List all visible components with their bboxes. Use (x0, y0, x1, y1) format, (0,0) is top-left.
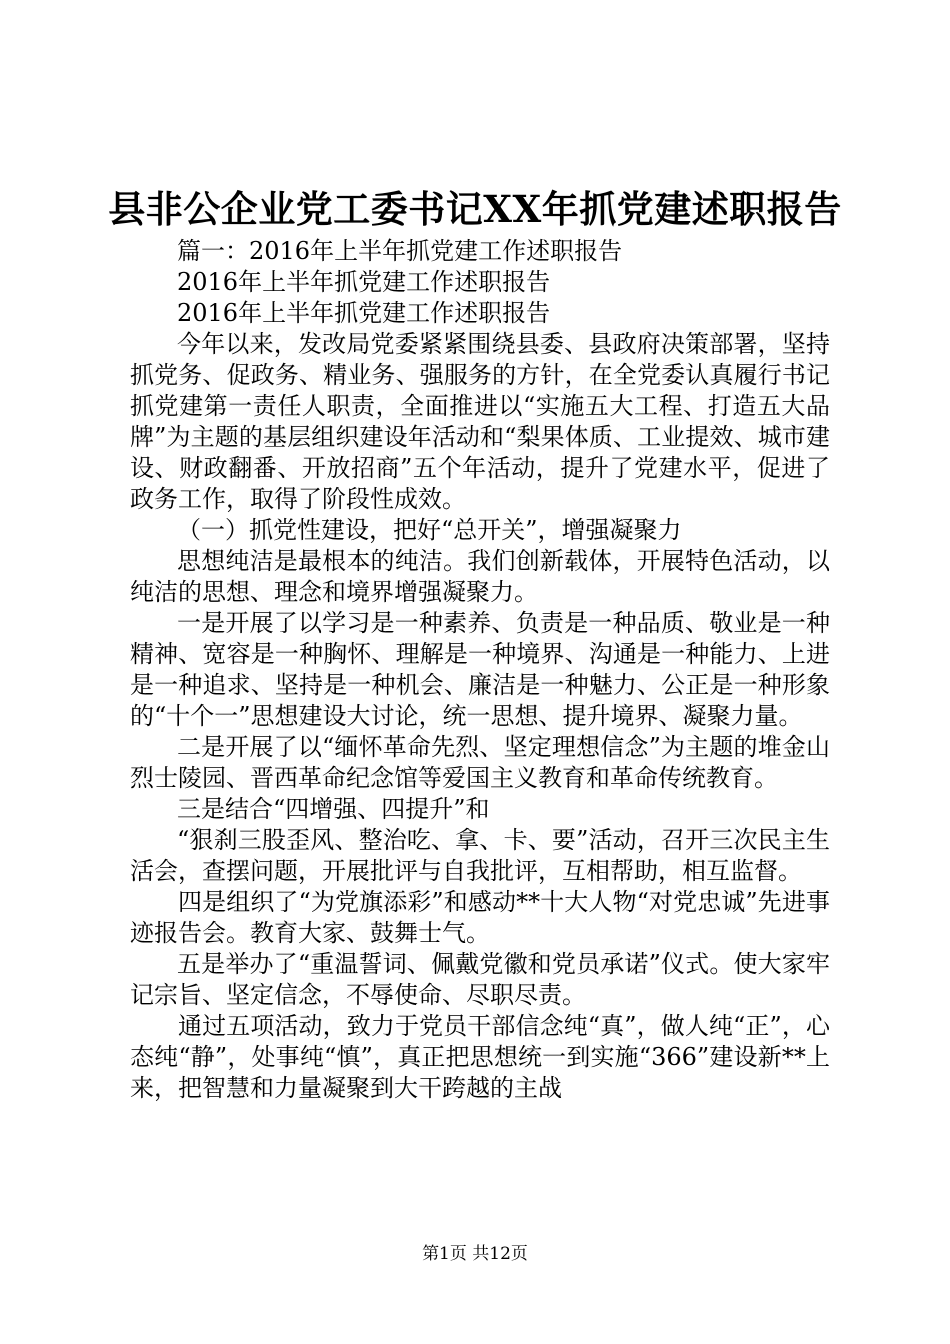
paragraph: 通过五项活动，致力于党员干部信念纯“真”，做人纯“正”，心态纯“静”，处事纯“慎”，真正把思想统一到实施“366”建设新**上来，把智慧和力量凝聚到大干跨越的主战 (130, 1012, 830, 1102)
page-number: 第1页 共12页 (422, 1244, 528, 1264)
paragraph-heading-1: 2016年上半年抓党建工作述职报告 (177, 268, 551, 296)
paragraph: 一是开展了以学习是一种素养、负责是一种品质、敬业是一种精神、宽容是一种胸怀、理解是一种境界、沟通是一种能力、上进是一种追求、坚持是一种机会、廉洁是一种魅力、公正是一种形象的“十个一”思想建设大讨论，统一思想、提升境界、凝聚力量。 (130, 609, 830, 730)
paragraph: 二是开展了以“缅怀革命先烈、坚定理想信念”为主题的堆金山烈士陵园、晋西革命纪念馆等爱国主义教育和革命传统教育。 (130, 733, 830, 792)
paragraph-heading-2: 2016年上半年抓党建工作述职报告 (177, 299, 551, 327)
paragraph-intro: 今年以来，发改局党委紧紧围绕县委、县政府决策部署，坚持抓党务、促政务、精业务、强服务的方针，在全党委认真履行书记抓党建第一责任人职责，全面推进以“实施五大工程、打造五大品牌”为主题的基层组织建设年活动和“梨果体质、工业提效、城市建设、财政翻番、开放招商”五个年活动，提升了党建水平，促进了政务工作，取得了阶段性成效。 (130, 330, 830, 513)
paragraph: 三是结合“四增强、四提升”和 (177, 795, 490, 823)
document-body (130, 236, 830, 1104)
paragraph: “狠刹三股歪风、整治吃、拿、卡、要”活动，召开三次民主生活会，查摆问题，开展批评与自我批评，互相帮助，相互监督。 (130, 826, 830, 885)
paragraph-subtitle: 篇一：2016年上半年抓党建工作述职报告 (177, 237, 623, 265)
paragraph: 思想纯洁是最根本的纯洁。我们创新载体，开展特色活动，以纯洁的思想、理念和境界增强凝聚力。 (130, 547, 830, 606)
paragraph: 四是组织了“为党旗添彩”和感动**十大人物“对党忠诚”先进事迹报告会。教育大家、鼓舞士气。 (130, 888, 830, 947)
document-title: 县非公企业党工委书记XX年抓党建述职报告 (108, 187, 842, 231)
section-heading: （一）抓党性建设，把好“总开关”，增强凝聚力 (177, 516, 682, 544)
paragraph: 五是举办了“重温誓词、佩戴党徽和党员承诺”仪式。使大家牢记宗旨、坚定信念，不辱使命、尽职尽责。 (130, 950, 830, 1009)
